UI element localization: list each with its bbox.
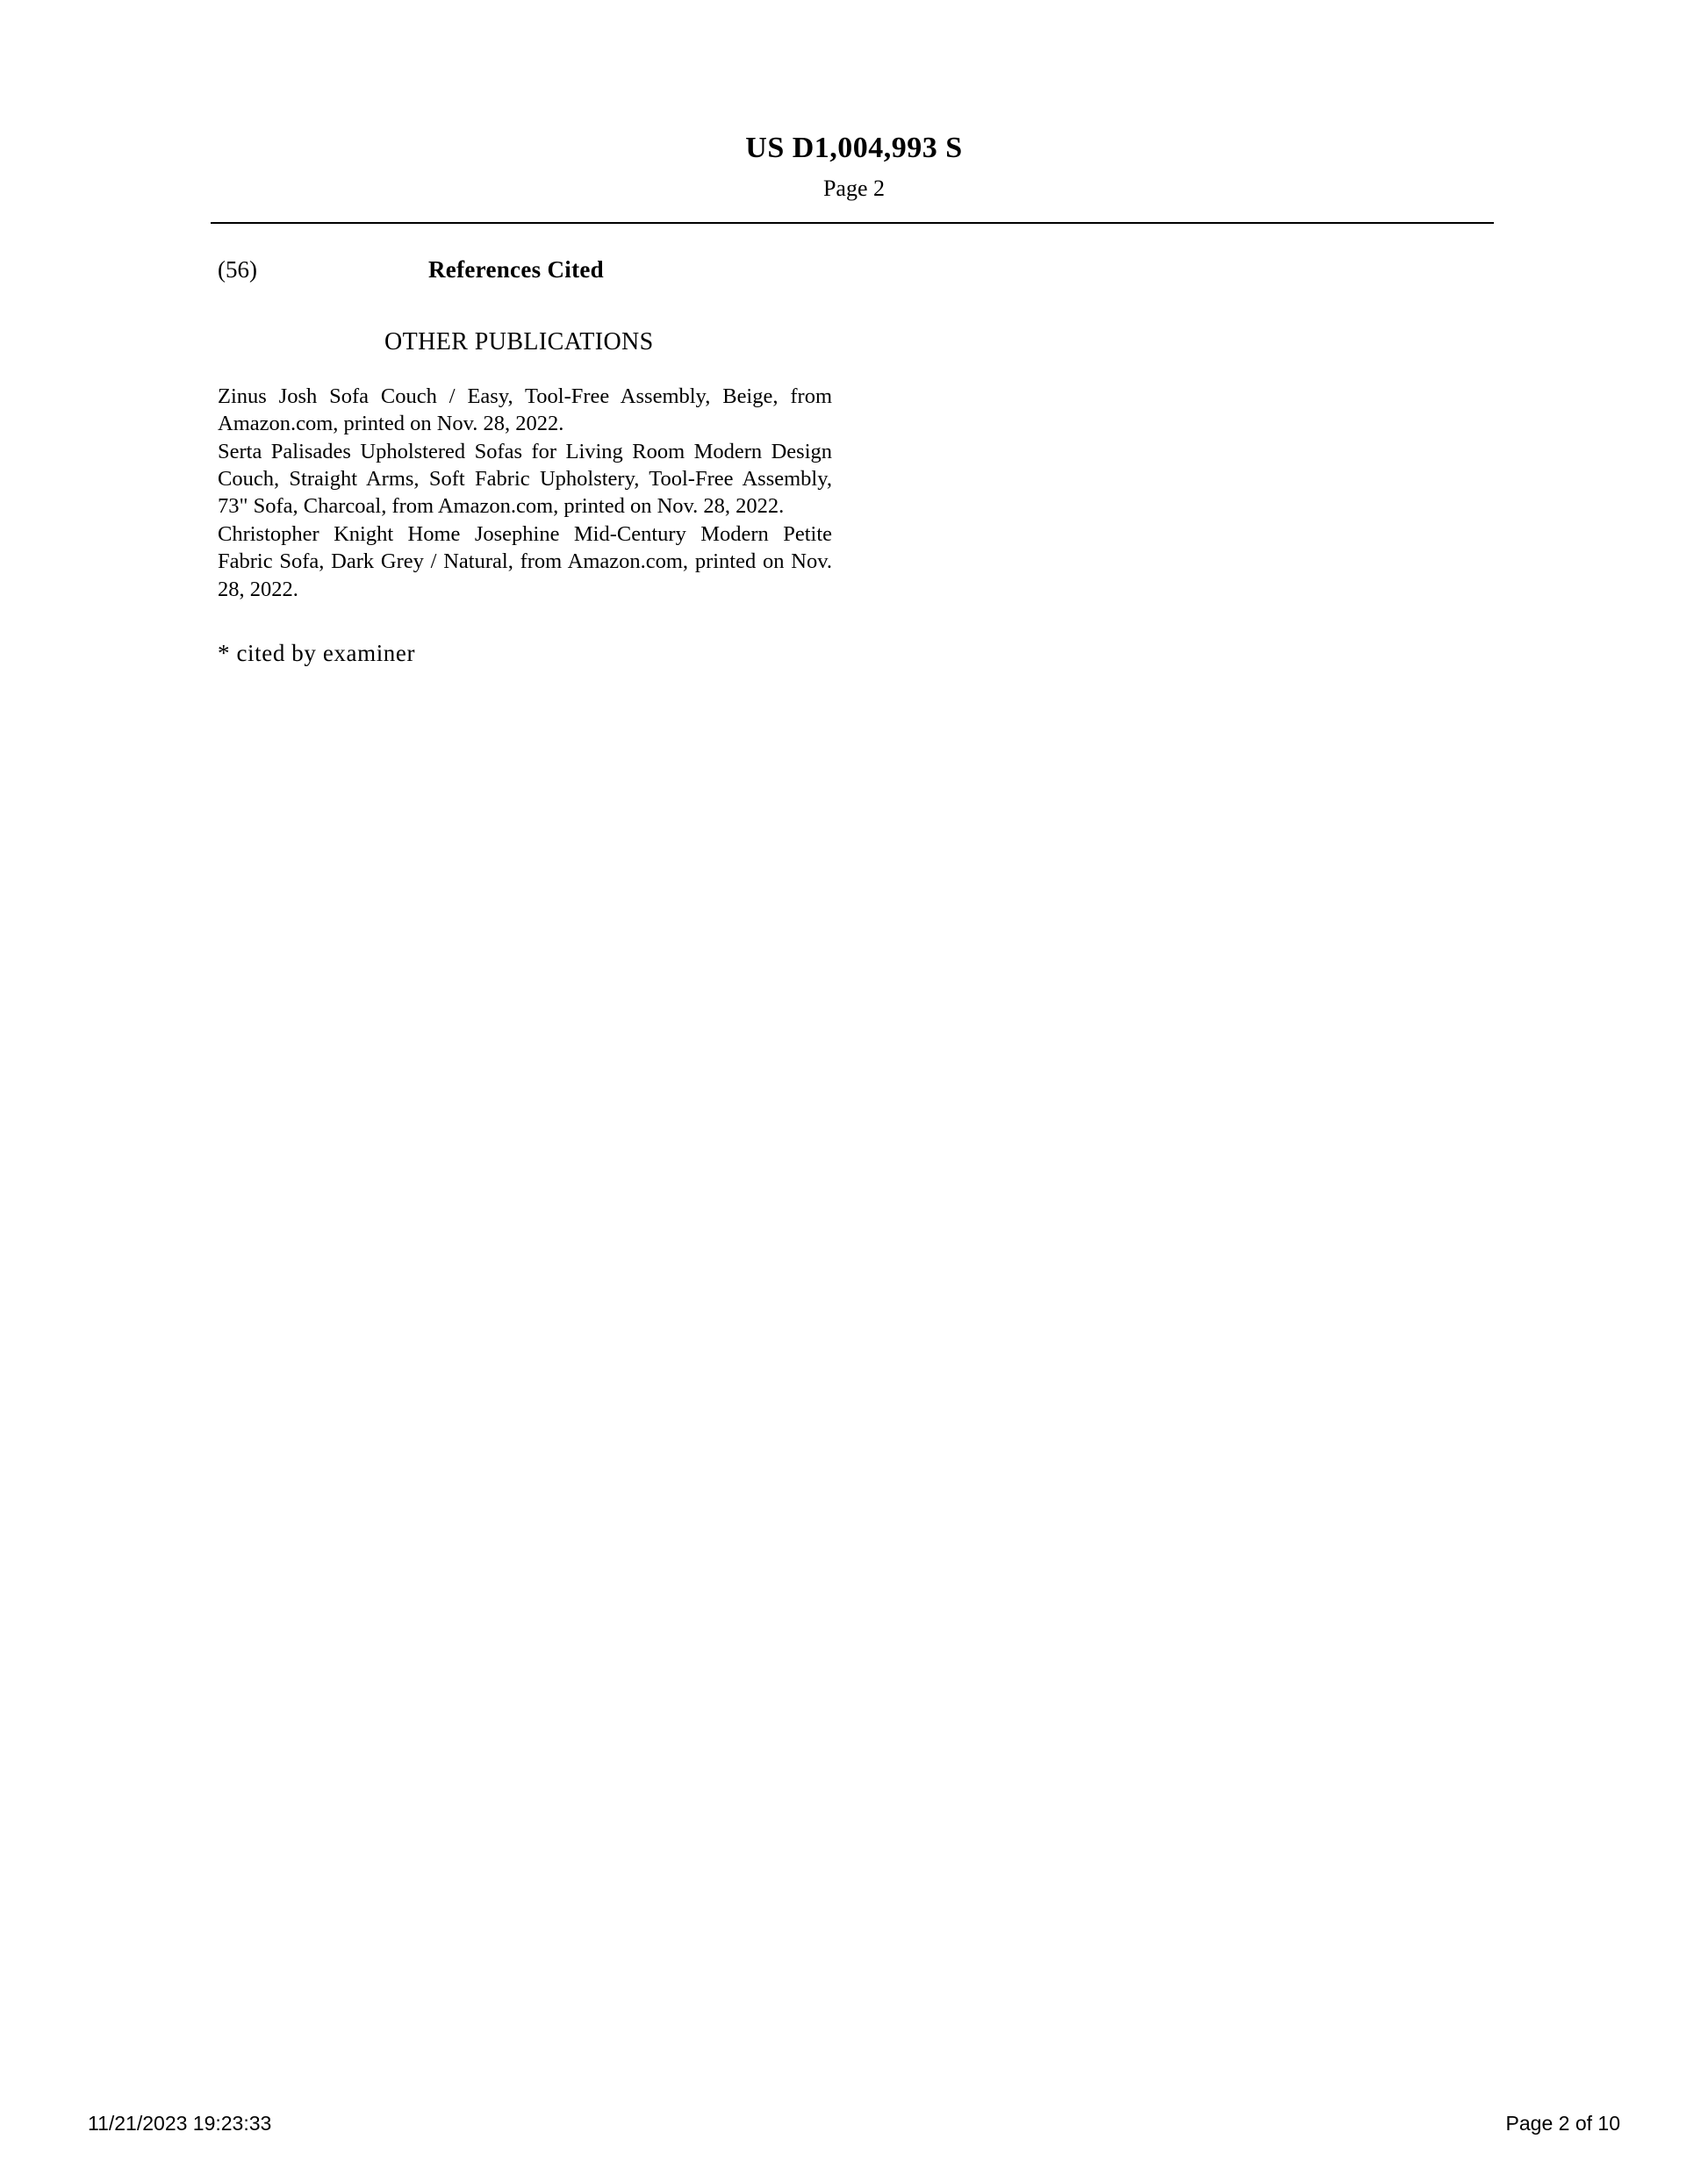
references-heading-row — [218, 256, 850, 295]
list-item: Serta Palisades Upholstered Sofas for Living Room Modern Design Couch, Straight Arms, Soft Fabric Upholstery, Tool-Free Assembly, 73" Sofa, Charcoal, from Amazon.com, printed on Nov. 28, 2022. — [218, 439, 832, 519]
references-section — [218, 256, 850, 667]
page-footer — [0, 2112, 1708, 2142]
examiner-citation-note: * cited by examiner — [218, 639, 416, 666]
header-divider — [211, 222, 1494, 224]
references-title: References Cited — [428, 256, 604, 283]
document-header — [0, 132, 1708, 202]
page-label: Page 2 — [822, 176, 886, 202]
references-code: (56) — [218, 256, 257, 283]
list-item: Christopher Knight Home Josephine Mid-Century Modern Petite Fabric Sofa, Dark Grey / Natural, from Amazon.com, printed on Nov. 28, 2022. — [218, 521, 832, 601]
footer-pagination: Page 2 of 10 — [1505, 2112, 1620, 2135]
other-publications-heading: OTHER PUBLICATIONS — [384, 328, 654, 355]
citation-list — [218, 383, 832, 603]
patent-number: US D1,004,993 S — [745, 132, 963, 164]
list-item: Zinus Josh Sofa Couch / Easy, Tool-Free Assembly, Beige, from Amazon.com, printed on Nov. 28, 2022. — [218, 384, 832, 436]
footer-timestamp: 11/21/2023 19:23:33 — [88, 2112, 272, 2135]
